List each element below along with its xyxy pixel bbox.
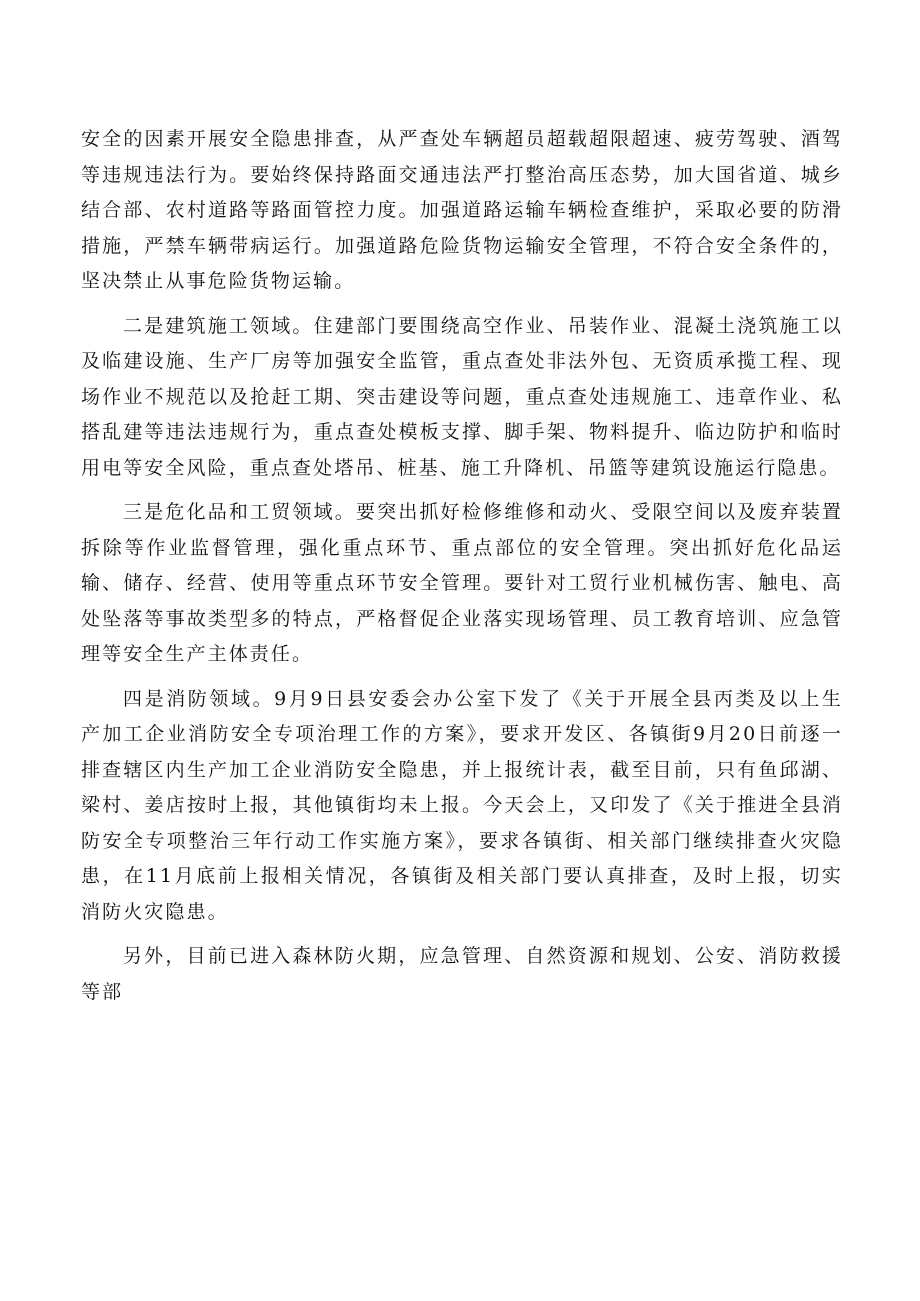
paragraph-road-transport: 安全的因素开展安全隐患排查，从严查处车辆超员超载超限超速、疲劳驾驶、酒驾等违规违法行为。要始终保持路面交通违法严打整治高压态势，加大国省道、城乡结合部、农村道路等路面管控力度。加强道路运输车辆检查维护，采取必要的防滑措施，严禁车辆带病运行。加强道路危险货物运输安全管理，不符合安全条件的，坚决禁止从事危险货物运输。: [81, 128, 843, 292]
paragraph-fire-safety: 四是消防领域。9月9日县安委会办公室下发了《关于开展全县丙类及以上生产加工企业消防安全专项治理工作的方案》，要求开发区、各镇街9月20日前逐一排查辖区内生产加工企业消防安全隐患，并上报统计表，截至目前，只有鱼邱湖、梁村、姜店按时上报，其他镇街均未上报。今天会上，又印发了《关于推进全县消防安全专项整治三年行动工作实施方案》，要求各镇街、相关部门继续排查火灾隐患，在11月底前上报相关情况，各镇街及相关部门要认真排查，及时上报，切实消防火灾隐患。: [81, 687, 843, 923]
paragraph-construction: 二是建筑施工领域。住建部门要围绕高空作业、吊装作业、混凝土浇筑施工以及临建设施、生产厂房等加强安全监管，重点查处非法外包、无资质承揽工程、现场作业不规范以及抢赶工期、突击建设等问题，重点查处违规施工、违章作业、私搭乱建等违法违规行为，重点查处模板支撑、脚手架、物料提升、临边防护和临时用电等安全风险，重点查处塔吊、桩基、施工升降机、吊篮等建筑设施运行隐患。: [81, 314, 843, 479]
paragraph-hazardous-chemicals: 三是危化品和工贸领域。要突出抓好检修维修和动火、受限空间以及废弃装置拆除等作业监督管理，强化重点环节、重点部位的安全管理。突出抓好危化品运输、储存、经营、使用等重点环节安全管理。要针对工贸行业机械伤害、触电、高处坠落等事故类型多的特点，严格督促企业落实现场管理、员工教育培训、应急管理等安全生产主体责任。: [81, 501, 843, 665]
document-body: [81, 122, 843, 1019]
paragraph-forest-fire: 另外，目前已进入森林防火期，应急管理、自然资源和规划、公安、消防救援等部: [81, 945, 843, 1003]
